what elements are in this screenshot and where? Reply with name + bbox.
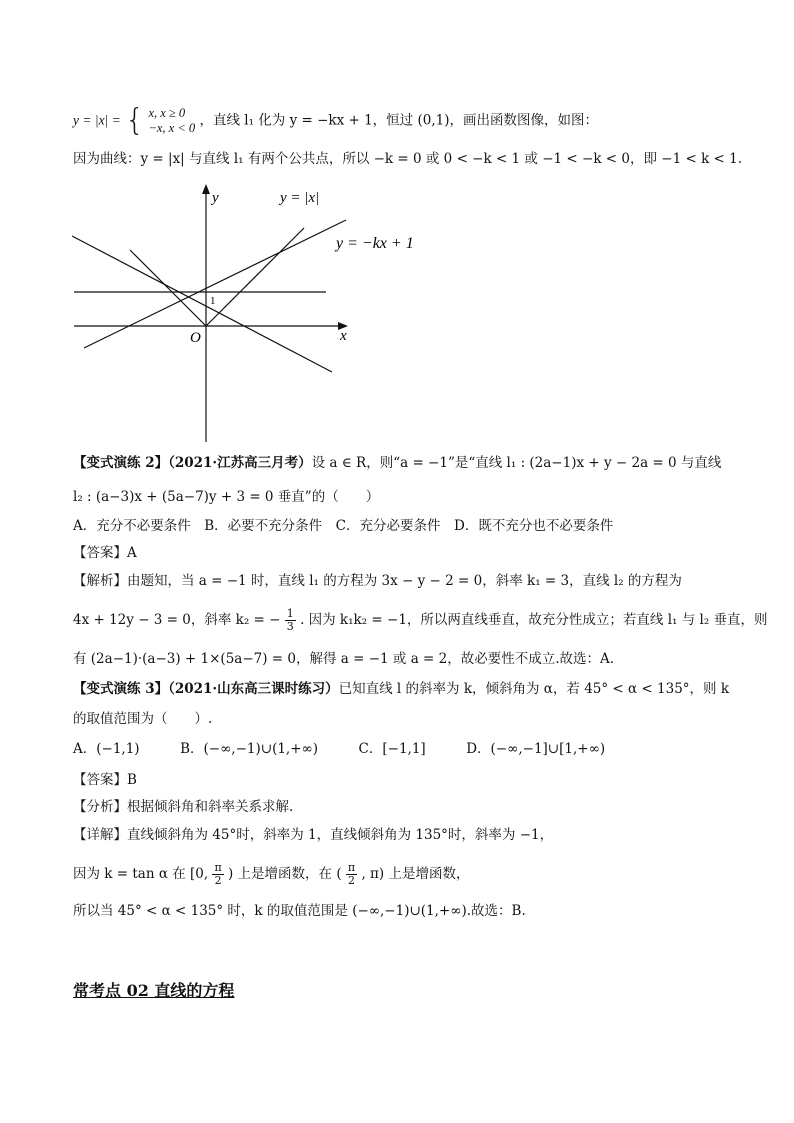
origin-label: O (190, 330, 201, 346)
ex2-options: A．充分不必要条件 B．必要不充分条件 C．充分必要条件 D．既不充分也不必要条件 (73, 518, 614, 534)
left-brace: { (125, 103, 145, 138)
ex3-analysis: 【分析】根据倾斜角和斜率关系求解. (73, 799, 294, 815)
ex2-stem-line-2: l₂ : (a−3)x + (5a−7)y + 3 = 0 垂直”的（ ） (73, 489, 380, 505)
frac-num: 1 (286, 607, 294, 620)
abs-left-branch (130, 250, 206, 326)
ex2-stem-1: 设 a ∈ R，则“a = −1”是“直线 l₁ : (2a−1)x + y − 2a = 0 与直线 (311, 455, 722, 471)
ex3-detail-3: 所以当 45° < α < 135° 时，k 的取值范围是 (−∞,−1)∪(1,+∞).故选：B. (73, 903, 526, 919)
section-heading: 常考点 02 直线的方程 (73, 981, 235, 1000)
fraction-one-third (285, 608, 296, 633)
frac-den: 3 (286, 620, 294, 633)
frac-pi-2: π (347, 861, 356, 874)
ex2-analysis-2 (73, 608, 768, 633)
function-graph (70, 180, 430, 445)
ex3-detail-1: 【详解】直线倾斜角为 45°时，斜率为 1，直线倾斜角为 135°时，斜率为 −1， (73, 827, 554, 843)
line1-rest: ，直线 l₁ 化为 y = −kx + 1，恒过 (0,1)，画出函数图像，如图： (199, 112, 598, 129)
case-bottom: −x, x < 0 (148, 121, 196, 135)
abs-curve-label: y = |x| (280, 190, 320, 206)
ex2-analysis-2-post: . 因为 k₁k₂ = −1，所以两直线垂直，故充分性成立；若直线 l₁ 与 l₂ 垂直，则 (300, 612, 768, 628)
solution-line-1 (73, 103, 598, 138)
ex3-detail-2 (73, 862, 469, 887)
line-negative-slope (72, 236, 332, 372)
y-axis-arrow (202, 184, 210, 194)
ex3-tag: 【变式演练 3】 (73, 681, 169, 697)
abs-right-branch (206, 228, 304, 326)
fraction-pi-over-2-first (212, 862, 223, 887)
case-top: x, x ≥ 0 (148, 106, 186, 120)
ex3-answer: 【答案】B (73, 772, 137, 788)
line-family-label: y = −kx + 1 (336, 235, 414, 252)
line-positive-slope (84, 220, 346, 348)
frac-two-2: 2 (348, 874, 356, 887)
fraction-pi-over-2-second (346, 862, 357, 887)
ex3-stem-line-2: 的取值范围为（ ）. (73, 711, 213, 727)
solution-line-2: 因为曲线：y = |x| 与直线 l₁ 有两个公共点，所以 −k = 0 或 0 < −k < 1 或 −1 < −k < 0，即 −1 < k < 1. (73, 151, 743, 167)
piecewise-cases (148, 106, 195, 136)
ex3-stem-line-1 (73, 680, 729, 698)
ex3-source: （2021·山东高三课时练习） (168, 681, 339, 697)
ex3-detail-2a: 因为 k = tan α 在 [0, (73, 866, 209, 882)
frac-two-1: 2 (214, 874, 222, 887)
ex2-tag: 【变式演练 2】 (73, 455, 169, 471)
ex2-answer: 【答案】A (73, 545, 137, 561)
frac-pi-1: π (214, 861, 222, 874)
ex2-analysis-3: 有 (2a−1)·(a−3) + 1×(5a−7) = 0，解得 a = −1 或 a = 2，故必要性不成立.故选：A. (73, 651, 615, 667)
ex3-options: A．(−1,1) B．(−∞,−1)∪(1,+∞) C．[−1,1] D．(−∞,−1]∪[1,+∞) (73, 741, 606, 757)
ex3-detail-2b: ) 上是增函数，在 ( (228, 866, 342, 882)
y-axis-label: y (212, 190, 219, 206)
ex2-analysis-1: 【解析】由题知，当 a = −1 时，直线 l₁ 的方程为 3x − y − 2 = 0，斜率 k₁ = 3，直线 l₂ 的方程为 (73, 573, 682, 589)
intercept-label: 1 (210, 295, 216, 307)
ex2-stem-line-1 (73, 454, 721, 472)
ex2-source: （2021·江苏高三月考） (168, 455, 312, 471)
ex3-stem-1: 已知直线 l 的斜率为 k，倾斜角为 α，若 45° < α < 135°，则 k (338, 681, 730, 697)
abs-definition: y = |x| = (73, 112, 121, 128)
ex3-detail-2c: , π) 上是增函数， (361, 866, 470, 882)
ex2-analysis-2-pre: 4x + 12y − 3 = 0，斜率 k₂ = − (73, 612, 281, 628)
x-axis-label: x (340, 328, 347, 344)
